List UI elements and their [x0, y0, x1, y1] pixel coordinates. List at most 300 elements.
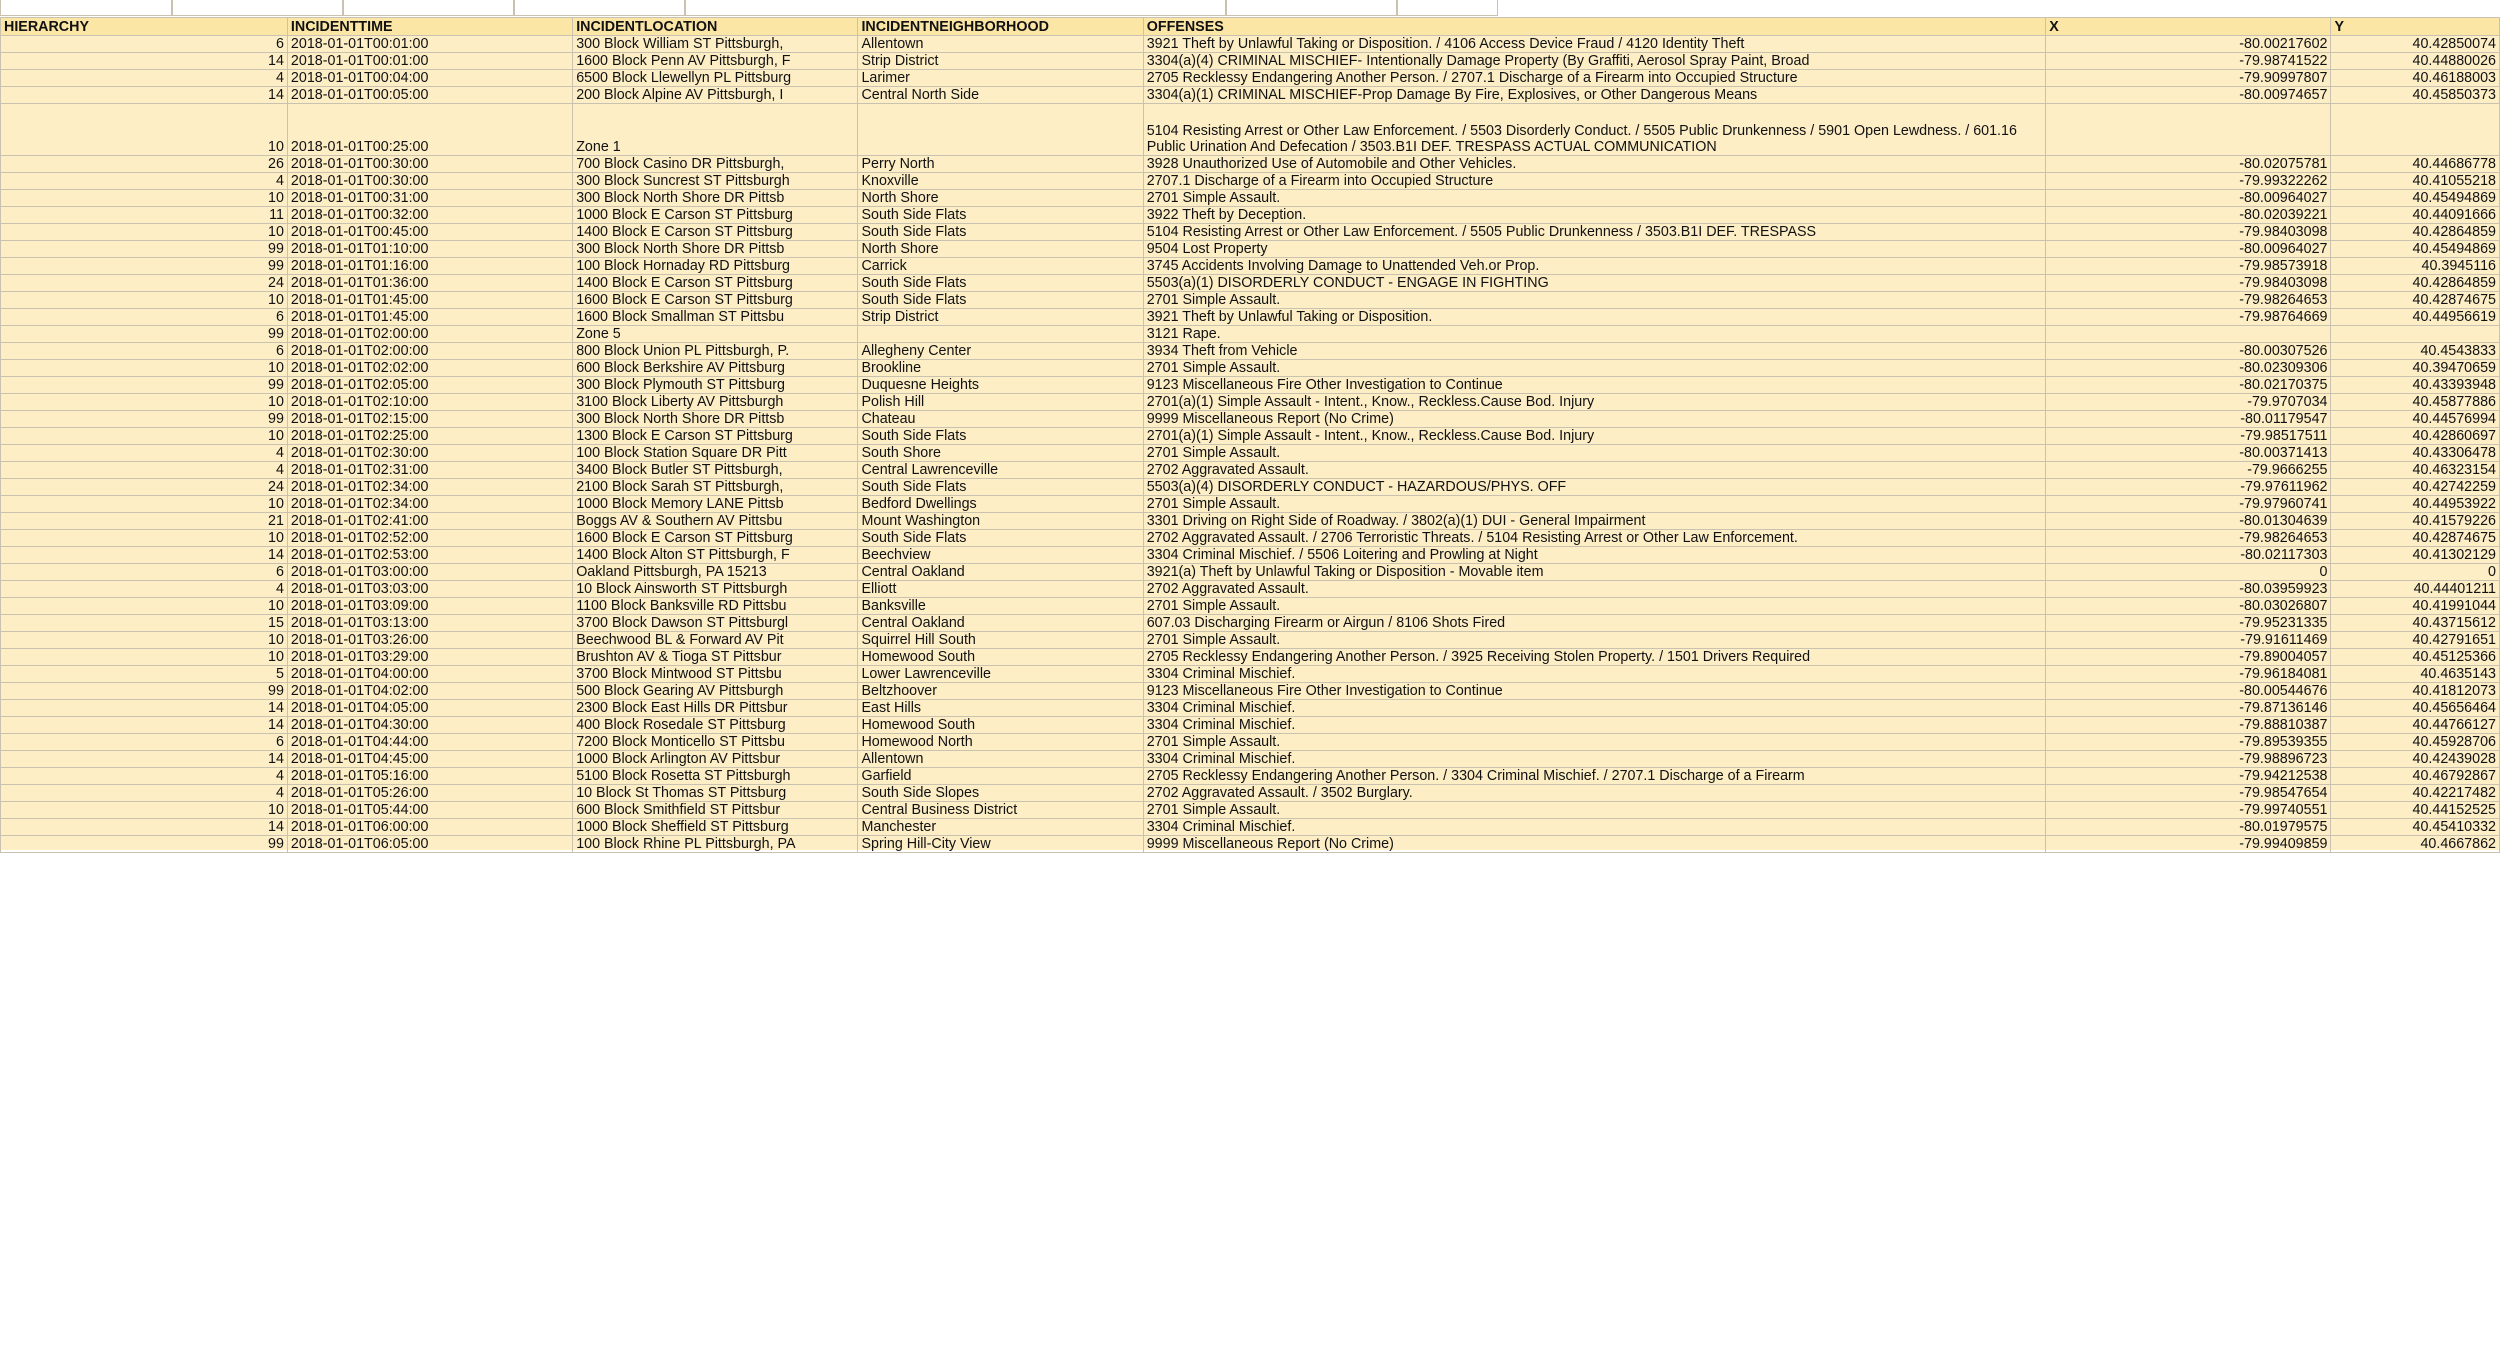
incident-time-cell[interactable]: 2018-01-01T00:31:00: [287, 190, 572, 207]
x-cell[interactable]: [2046, 326, 2331, 343]
incident-location-cell[interactable]: 1600 Block Penn AV Pittsburgh, F: [573, 53, 858, 70]
x-cell[interactable]: -79.97960741: [2046, 496, 2331, 513]
hierarchy-cell[interactable]: 21: [1, 513, 288, 530]
offenses-cell[interactable]: 2702 Aggravated Assault. / 3502 Burglary.: [1143, 785, 2046, 802]
neighborhood-cell[interactable]: Allentown: [858, 36, 1143, 53]
blank-cell[interactable]: [0, 0, 172, 16]
y-cell[interactable]: 40.44686778: [2331, 156, 2500, 173]
x-cell[interactable]: -79.98264653: [2046, 530, 2331, 547]
x-cell[interactable]: 0: [2046, 564, 2331, 581]
y-cell[interactable]: 40.45494869: [2331, 190, 2500, 207]
hierarchy-cell[interactable]: 99: [1, 836, 288, 853]
incident-time-cell[interactable]: 2018-01-01T00:01:00: [287, 36, 572, 53]
neighborhood-cell[interactable]: [858, 104, 1143, 156]
hierarchy-cell[interactable]: 99: [1, 241, 288, 258]
offenses-cell[interactable]: 3304(a)(1) CRIMINAL MISCHIEF-Prop Damage By Fire, Explosives, or Other Dangerous Means: [1143, 87, 2046, 104]
incident-location-cell[interactable]: 100 Block Station Square DR Pitt: [573, 445, 858, 462]
hierarchy-cell[interactable]: 99: [1, 377, 288, 394]
x-cell[interactable]: -80.03959923: [2046, 581, 2331, 598]
offenses-cell[interactable]: 2701 Simple Assault.: [1143, 734, 2046, 751]
y-cell[interactable]: 40.44953922: [2331, 496, 2500, 513]
incident-location-cell[interactable]: 300 Block William ST Pittsburgh,: [573, 36, 858, 53]
neighborhood-cell[interactable]: [858, 326, 1143, 343]
incident-time-cell[interactable]: 2018-01-01T04:02:00: [287, 683, 572, 700]
column-header[interactable]: INCIDENTTIME: [287, 18, 572, 36]
x-cell[interactable]: -79.89539355: [2046, 734, 2331, 751]
incident-time-cell[interactable]: 2018-01-01T04:30:00: [287, 717, 572, 734]
hierarchy-cell[interactable]: 10: [1, 104, 288, 156]
neighborhood-cell[interactable]: Lower Lawrenceville: [858, 666, 1143, 683]
y-cell[interactable]: 40.42742259: [2331, 479, 2500, 496]
offenses-cell[interactable]: 3921 Theft by Unlawful Taking or Disposition. / 4106 Access Device Fraud / 4120 Identity Theft: [1143, 36, 2046, 53]
y-cell[interactable]: 40.42874675: [2331, 530, 2500, 547]
y-cell[interactable]: 40.46792867: [2331, 768, 2500, 785]
incident-time-cell[interactable]: 2018-01-01T01:45:00: [287, 309, 572, 326]
y-cell[interactable]: 40.43393948: [2331, 377, 2500, 394]
column-header[interactable]: X: [2046, 18, 2331, 36]
hierarchy-cell[interactable]: 99: [1, 258, 288, 275]
y-cell[interactable]: 40.43306478: [2331, 445, 2500, 462]
column-header[interactable]: HIERARCHY: [1, 18, 288, 36]
column-header[interactable]: INCIDENTLOCATION: [573, 18, 858, 36]
hierarchy-cell[interactable]: 24: [1, 275, 288, 292]
neighborhood-cell[interactable]: Allegheny Center: [858, 343, 1143, 360]
neighborhood-cell[interactable]: Banksville: [858, 598, 1143, 615]
neighborhood-cell[interactable]: Chateau: [858, 411, 1143, 428]
neighborhood-cell[interactable]: Beltzhoover: [858, 683, 1143, 700]
x-cell[interactable]: -79.98547654: [2046, 785, 2331, 802]
x-cell[interactable]: -79.97611962: [2046, 479, 2331, 496]
y-cell[interactable]: 40.41991044: [2331, 598, 2500, 615]
offenses-cell[interactable]: 2701 Simple Assault.: [1143, 632, 2046, 649]
y-cell[interactable]: 40.41055218: [2331, 173, 2500, 190]
neighborhood-cell[interactable]: Perry North: [858, 156, 1143, 173]
blank-top-row[interactable]: [0, 0, 2500, 17]
hierarchy-cell[interactable]: 5: [1, 666, 288, 683]
offenses-cell[interactable]: 9999 Miscellaneous Report (No Crime): [1143, 836, 2046, 853]
incident-location-cell[interactable]: 700 Block Casino DR Pittsburgh,: [573, 156, 858, 173]
incident-time-cell[interactable]: 2018-01-01T02:34:00: [287, 479, 572, 496]
incident-time-cell[interactable]: 2018-01-01T02:52:00: [287, 530, 572, 547]
offenses-cell[interactable]: 5104 Resisting Arrest or Other Law Enforcement. / 5505 Public Drunkenness / 3503.B1I DEF. TRESPASS: [1143, 224, 2046, 241]
hierarchy-cell[interactable]: 6: [1, 309, 288, 326]
hierarchy-cell[interactable]: 10: [1, 224, 288, 241]
x-cell[interactable]: -79.99409859: [2046, 836, 2331, 853]
x-cell[interactable]: -80.00217602: [2046, 36, 2331, 53]
incident-time-cell[interactable]: 2018-01-01T00:01:00: [287, 53, 572, 70]
y-cell[interactable]: 40.45928706: [2331, 734, 2500, 751]
offenses-cell[interactable]: 3304 Criminal Mischief.: [1143, 666, 2046, 683]
y-cell[interactable]: 40.42850074: [2331, 36, 2500, 53]
hierarchy-cell[interactable]: 14: [1, 53, 288, 70]
neighborhood-cell[interactable]: Manchester: [858, 819, 1143, 836]
hierarchy-cell[interactable]: 4: [1, 445, 288, 462]
blank-cell[interactable]: [343, 0, 514, 16]
neighborhood-cell[interactable]: Mount Washington: [858, 513, 1143, 530]
offenses-cell[interactable]: 3304 Criminal Mischief.: [1143, 700, 2046, 717]
offenses-cell[interactable]: 3304 Criminal Mischief.: [1143, 717, 2046, 734]
offenses-cell[interactable]: 2701 Simple Assault.: [1143, 445, 2046, 462]
neighborhood-cell[interactable]: South Shore: [858, 445, 1143, 462]
incident-time-cell[interactable]: 2018-01-01T00:30:00: [287, 156, 572, 173]
hierarchy-cell[interactable]: 14: [1, 547, 288, 564]
incident-location-cell[interactable]: 6500 Block Llewellyn PL Pittsburg: [573, 70, 858, 87]
x-cell[interactable]: -80.00964027: [2046, 241, 2331, 258]
neighborhood-cell[interactable]: Allentown: [858, 751, 1143, 768]
y-cell[interactable]: 0: [2331, 564, 2500, 581]
hierarchy-cell[interactable]: 6: [1, 36, 288, 53]
x-cell[interactable]: -80.01179547: [2046, 411, 2331, 428]
incident-time-cell[interactable]: 2018-01-01T06:00:00: [287, 819, 572, 836]
neighborhood-cell[interactable]: Spring Hill-City View: [858, 836, 1143, 853]
neighborhood-cell[interactable]: North Shore: [858, 241, 1143, 258]
incident-location-cell[interactable]: Brushton AV & Tioga ST Pittsbur: [573, 649, 858, 666]
neighborhood-cell[interactable]: Central Oakland: [858, 564, 1143, 581]
offenses-cell[interactable]: 3304(a)(4) CRIMINAL MISCHIEF- Intentionally Damage Property (By Graffiti, Aerosol Spray Paint, Broad: [1143, 53, 2046, 70]
y-cell[interactable]: 40.39470659: [2331, 360, 2500, 377]
incident-time-cell[interactable]: 2018-01-01T02:15:00: [287, 411, 572, 428]
incident-time-cell[interactable]: 2018-01-01T00:25:00: [287, 104, 572, 156]
offenses-cell[interactable]: 607.03 Discharging Firearm or Airgun / 8106 Shots Fired: [1143, 615, 2046, 632]
neighborhood-cell[interactable]: Central Oakland: [858, 615, 1143, 632]
hierarchy-cell[interactable]: 14: [1, 819, 288, 836]
hierarchy-cell[interactable]: 99: [1, 411, 288, 428]
incident-location-cell[interactable]: 600 Block Berkshire AV Pittsburg: [573, 360, 858, 377]
offenses-cell[interactable]: 2702 Aggravated Assault.: [1143, 581, 2046, 598]
neighborhood-cell[interactable]: Strip District: [858, 53, 1143, 70]
y-cell[interactable]: 40.42860697: [2331, 428, 2500, 445]
x-cell[interactable]: -80.02170375: [2046, 377, 2331, 394]
x-cell[interactable]: -79.94212538: [2046, 768, 2331, 785]
x-cell[interactable]: -79.95231335: [2046, 615, 2331, 632]
incident-location-cell[interactable]: 300 Block North Shore DR Pittsb: [573, 411, 858, 428]
y-cell[interactable]: 40.3945116: [2331, 258, 2500, 275]
offenses-cell[interactable]: 3301 Driving on Right Side of Roadway. / 3802(a)(1) DUI - General Impairment: [1143, 513, 2046, 530]
neighborhood-cell[interactable]: South Side Flats: [858, 479, 1143, 496]
hierarchy-cell[interactable]: 15: [1, 615, 288, 632]
incident-time-cell[interactable]: 2018-01-01T03:00:00: [287, 564, 572, 581]
incident-location-cell[interactable]: 300 Block North Shore DR Pittsb: [573, 241, 858, 258]
offenses-cell[interactable]: 5503(a)(4) DISORDERLY CONDUCT - HAZARDOUS/PHYS. OFF: [1143, 479, 2046, 496]
hierarchy-cell[interactable]: 6: [1, 734, 288, 751]
incident-location-cell[interactable]: 3700 Block Mintwood ST Pittsbu: [573, 666, 858, 683]
incident-time-cell[interactable]: 2018-01-01T05:16:00: [287, 768, 572, 785]
incident-time-cell[interactable]: 2018-01-01T00:32:00: [287, 207, 572, 224]
neighborhood-cell[interactable]: Carrick: [858, 258, 1143, 275]
hierarchy-cell[interactable]: 10: [1, 632, 288, 649]
neighborhood-cell[interactable]: South Side Slopes: [858, 785, 1143, 802]
y-cell[interactable]: [2331, 326, 2500, 343]
y-cell[interactable]: 40.45850373: [2331, 87, 2500, 104]
neighborhood-cell[interactable]: Larimer: [858, 70, 1143, 87]
x-cell[interactable]: -79.90997807: [2046, 70, 2331, 87]
y-cell[interactable]: 40.44091666: [2331, 207, 2500, 224]
blank-cell[interactable]: [172, 0, 343, 16]
hierarchy-cell[interactable]: 4: [1, 173, 288, 190]
offenses-cell[interactable]: 3921 Theft by Unlawful Taking or Disposition.: [1143, 309, 2046, 326]
y-cell[interactable]: 40.42874675: [2331, 292, 2500, 309]
offenses-cell[interactable]: 3304 Criminal Mischief. / 5506 Loitering and Prowling at Night: [1143, 547, 2046, 564]
y-cell[interactable]: 40.44956619: [2331, 309, 2500, 326]
incident-time-cell[interactable]: 2018-01-01T00:05:00: [287, 87, 572, 104]
y-cell[interactable]: 40.44766127: [2331, 717, 2500, 734]
offenses-cell[interactable]: 2705 Recklessy Endangering Another Person. / 3925 Receiving Stolen Property. / 1501 Drivers Required: [1143, 649, 2046, 666]
incident-location-cell[interactable]: 1600 Block E Carson ST Pittsburg: [573, 530, 858, 547]
incident-location-cell[interactable]: 5100 Block Rosetta ST Pittsburgh: [573, 768, 858, 785]
incident-location-cell[interactable]: Zone 5: [573, 326, 858, 343]
incident-time-cell[interactable]: 2018-01-01T03:13:00: [287, 615, 572, 632]
y-cell[interactable]: 40.46323154: [2331, 462, 2500, 479]
x-cell[interactable]: -80.02039221: [2046, 207, 2331, 224]
incident-time-cell[interactable]: 2018-01-01T02:53:00: [287, 547, 572, 564]
column-header[interactable]: Y: [2331, 18, 2500, 36]
incident-time-cell[interactable]: 2018-01-01T02:41:00: [287, 513, 572, 530]
neighborhood-cell[interactable]: Squirrel Hill South: [858, 632, 1143, 649]
incident-location-cell[interactable]: 7200 Block Monticello ST Pittsbu: [573, 734, 858, 751]
hierarchy-cell[interactable]: 10: [1, 496, 288, 513]
y-cell[interactable]: 40.42864859: [2331, 275, 2500, 292]
incident-time-cell[interactable]: 2018-01-01T01:16:00: [287, 258, 572, 275]
offenses-cell[interactable]: 2705 Recklessy Endangering Another Person. / 2707.1 Discharge of a Firearm into Occupied Structure: [1143, 70, 2046, 87]
offenses-cell[interactable]: 2701 Simple Assault.: [1143, 190, 2046, 207]
x-cell[interactable]: -79.98403098: [2046, 224, 2331, 241]
neighborhood-cell[interactable]: Elliott: [858, 581, 1143, 598]
incident-time-cell[interactable]: 2018-01-01T03:26:00: [287, 632, 572, 649]
y-cell[interactable]: 40.45877886: [2331, 394, 2500, 411]
neighborhood-cell[interactable]: Central Lawrenceville: [858, 462, 1143, 479]
neighborhood-cell[interactable]: Knoxville: [858, 173, 1143, 190]
incident-location-cell[interactable]: 1400 Block E Carson ST Pittsburg: [573, 275, 858, 292]
hierarchy-cell[interactable]: 14: [1, 87, 288, 104]
y-cell[interactable]: 40.41579226: [2331, 513, 2500, 530]
incident-time-cell[interactable]: 2018-01-01T04:45:00: [287, 751, 572, 768]
x-cell[interactable]: -79.98517511: [2046, 428, 2331, 445]
incident-time-cell[interactable]: 2018-01-01T02:31:00: [287, 462, 572, 479]
incident-time-cell[interactable]: 2018-01-01T04:05:00: [287, 700, 572, 717]
neighborhood-cell[interactable]: Strip District: [858, 309, 1143, 326]
x-cell[interactable]: -80.00371413: [2046, 445, 2331, 462]
incident-time-cell[interactable]: 2018-01-01T00:30:00: [287, 173, 572, 190]
hierarchy-cell[interactable]: 99: [1, 683, 288, 700]
offenses-cell[interactable]: 3745 Accidents Involving Damage to Unattended Veh.or Prop.: [1143, 258, 2046, 275]
column-header[interactable]: INCIDENTNEIGHBORHOOD: [858, 18, 1143, 36]
hierarchy-cell[interactable]: 4: [1, 785, 288, 802]
offenses-cell[interactable]: 3922 Theft by Deception.: [1143, 207, 2046, 224]
x-cell[interactable]: [2046, 104, 2331, 156]
incident-time-cell[interactable]: 2018-01-01T03:29:00: [287, 649, 572, 666]
offenses-cell[interactable]: 3921(a) Theft by Unlawful Taking or Disposition - Movable item: [1143, 564, 2046, 581]
incident-location-cell[interactable]: 1600 Block E Carson ST Pittsburg: [573, 292, 858, 309]
y-cell[interactable]: 40.44152525: [2331, 802, 2500, 819]
y-cell[interactable]: 40.4667862: [2331, 836, 2500, 853]
x-cell[interactable]: -80.00974657: [2046, 87, 2331, 104]
incident-time-cell[interactable]: 2018-01-01T02:00:00: [287, 343, 572, 360]
offenses-cell[interactable]: 3121 Rape.: [1143, 326, 2046, 343]
incident-time-cell[interactable]: 2018-01-01T02:34:00: [287, 496, 572, 513]
neighborhood-cell[interactable]: Central Business District: [858, 802, 1143, 819]
incident-location-cell[interactable]: 100 Block Rhine PL Pittsburgh, PA: [573, 836, 858, 853]
hierarchy-cell[interactable]: 24: [1, 479, 288, 496]
x-cell[interactable]: -80.02117303: [2046, 547, 2331, 564]
neighborhood-cell[interactable]: Beechview: [858, 547, 1143, 564]
incident-time-cell[interactable]: 2018-01-01T03:03:00: [287, 581, 572, 598]
hierarchy-cell[interactable]: 10: [1, 530, 288, 547]
neighborhood-cell[interactable]: South Side Flats: [858, 275, 1143, 292]
incident-location-cell[interactable]: 1300 Block E Carson ST Pittsburg: [573, 428, 858, 445]
y-cell[interactable]: 40.42864859: [2331, 224, 2500, 241]
y-cell[interactable]: 40.44401211: [2331, 581, 2500, 598]
hierarchy-cell[interactable]: 10: [1, 394, 288, 411]
neighborhood-cell[interactable]: North Shore: [858, 190, 1143, 207]
x-cell[interactable]: -80.01979575: [2046, 819, 2331, 836]
offenses-cell[interactable]: 2701(a)(1) Simple Assault - Intent., Know., Reckless.Cause Bod. Injury: [1143, 428, 2046, 445]
y-cell[interactable]: 40.42439028: [2331, 751, 2500, 768]
x-cell[interactable]: -79.98741522: [2046, 53, 2331, 70]
x-cell[interactable]: -80.02309306: [2046, 360, 2331, 377]
incident-location-cell[interactable]: 300 Block North Shore DR Pittsb: [573, 190, 858, 207]
offenses-cell[interactable]: 3304 Criminal Mischief.: [1143, 819, 2046, 836]
hierarchy-cell[interactable]: 6: [1, 343, 288, 360]
incident-location-cell[interactable]: Beechwood BL & Forward AV Pit: [573, 632, 858, 649]
incident-time-cell[interactable]: 2018-01-01T02:00:00: [287, 326, 572, 343]
y-cell[interactable]: 40.41812073: [2331, 683, 2500, 700]
neighborhood-cell[interactable]: Brookline: [858, 360, 1143, 377]
neighborhood-cell[interactable]: Polish Hill: [858, 394, 1143, 411]
offenses-cell[interactable]: 9123 Miscellaneous Fire Other Investigation to Continue: [1143, 377, 2046, 394]
hierarchy-cell[interactable]: 6: [1, 564, 288, 581]
offenses-cell[interactable]: 2702 Aggravated Assault. / 2706 Terroristic Threats. / 5104 Resisting Arrest or Other Law Enforcement.: [1143, 530, 2046, 547]
incident-location-cell[interactable]: 1600 Block Smallman ST Pittsbu: [573, 309, 858, 326]
x-cell[interactable]: -79.98764669: [2046, 309, 2331, 326]
y-cell[interactable]: 40.44576994: [2331, 411, 2500, 428]
hierarchy-cell[interactable]: 10: [1, 802, 288, 819]
neighborhood-cell[interactable]: Duquesne Heights: [858, 377, 1143, 394]
hierarchy-cell[interactable]: 10: [1, 292, 288, 309]
incident-location-cell[interactable]: 1100 Block Banksville RD Pittsbu: [573, 598, 858, 615]
incident-location-cell[interactable]: 200 Block Alpine AV Pittsburgh, I: [573, 87, 858, 104]
incident-time-cell[interactable]: 2018-01-01T00:45:00: [287, 224, 572, 241]
incident-location-cell[interactable]: 300 Block Plymouth ST Pittsburg: [573, 377, 858, 394]
incident-location-cell[interactable]: 2100 Block Sarah ST Pittsburgh,: [573, 479, 858, 496]
x-cell[interactable]: -80.00544676: [2046, 683, 2331, 700]
incident-time-cell[interactable]: 2018-01-01T02:02:00: [287, 360, 572, 377]
hierarchy-cell[interactable]: 26: [1, 156, 288, 173]
incident-time-cell[interactable]: 2018-01-01T02:25:00: [287, 428, 572, 445]
neighborhood-cell[interactable]: Garfield: [858, 768, 1143, 785]
incident-location-cell[interactable]: 100 Block Hornaday RD Pittsburg: [573, 258, 858, 275]
hierarchy-cell[interactable]: 10: [1, 649, 288, 666]
incident-location-cell[interactable]: 10 Block Ainsworth ST Pittsburgh: [573, 581, 858, 598]
y-cell[interactable]: 40.44880026: [2331, 53, 2500, 70]
offenses-cell[interactable]: 2701 Simple Assault.: [1143, 360, 2046, 377]
incident-location-cell[interactable]: 300 Block Suncrest ST Pittsburgh: [573, 173, 858, 190]
incident-location-cell[interactable]: Oakland Pittsburgh, PA 15213: [573, 564, 858, 581]
y-cell[interactable]: 40.45494869: [2331, 241, 2500, 258]
neighborhood-cell[interactable]: South Side Flats: [858, 224, 1143, 241]
x-cell[interactable]: -80.02075781: [2046, 156, 2331, 173]
incident-time-cell[interactable]: 2018-01-01T02:10:00: [287, 394, 572, 411]
incident-time-cell[interactable]: 2018-01-01T01:10:00: [287, 241, 572, 258]
offenses-cell[interactable]: 9504 Lost Property: [1143, 241, 2046, 258]
x-cell[interactable]: -79.98264653: [2046, 292, 2331, 309]
incident-location-cell[interactable]: 400 Block Rosedale ST Pittsburg: [573, 717, 858, 734]
x-cell[interactable]: -79.9707034: [2046, 394, 2331, 411]
x-cell[interactable]: -79.89004057: [2046, 649, 2331, 666]
neighborhood-cell[interactable]: South Side Flats: [858, 207, 1143, 224]
y-cell[interactable]: 40.43715612: [2331, 615, 2500, 632]
incident-location-cell[interactable]: 600 Block Smithfield ST Pittsbur: [573, 802, 858, 819]
blank-cell[interactable]: [514, 0, 685, 16]
incident-time-cell[interactable]: 2018-01-01T06:05:00: [287, 836, 572, 853]
neighborhood-cell[interactable]: Homewood South: [858, 717, 1143, 734]
x-cell[interactable]: -79.98573918: [2046, 258, 2331, 275]
offenses-cell[interactable]: 2701 Simple Assault.: [1143, 496, 2046, 513]
x-cell[interactable]: -79.87136146: [2046, 700, 2331, 717]
x-cell[interactable]: -80.03026807: [2046, 598, 2331, 615]
blank-cell[interactable]: [1226, 0, 1397, 16]
incident-location-cell[interactable]: Zone 1: [573, 104, 858, 156]
incident-location-cell[interactable]: Boggs AV & Southern AV Pittsbu: [573, 513, 858, 530]
blank-cell[interactable]: [1397, 0, 1498, 16]
x-cell[interactable]: -79.88810387: [2046, 717, 2331, 734]
y-cell[interactable]: 40.4635143: [2331, 666, 2500, 683]
column-header[interactable]: OFFENSES: [1143, 18, 2046, 36]
y-cell[interactable]: 40.42217482: [2331, 785, 2500, 802]
y-cell[interactable]: 40.45656464: [2331, 700, 2500, 717]
neighborhood-cell[interactable]: Central North Side: [858, 87, 1143, 104]
incident-location-cell[interactable]: 1400 Block Alton ST Pittsburgh, F: [573, 547, 858, 564]
x-cell[interactable]: -79.96184081: [2046, 666, 2331, 683]
offenses-cell[interactable]: 3928 Unauthorized Use of Automobile and Other Vehicles.: [1143, 156, 2046, 173]
hierarchy-cell[interactable]: 99: [1, 326, 288, 343]
incident-location-cell[interactable]: 800 Block Union PL Pittsburgh, P.: [573, 343, 858, 360]
offenses-cell[interactable]: 9123 Miscellaneous Fire Other Investigation to Continue: [1143, 683, 2046, 700]
x-cell[interactable]: -79.98403098: [2046, 275, 2331, 292]
offenses-cell[interactable]: 5503(a)(1) DISORDERLY CONDUCT - ENGAGE IN FIGHTING: [1143, 275, 2046, 292]
y-cell[interactable]: 40.45125366: [2331, 649, 2500, 666]
neighborhood-cell[interactable]: South Side Flats: [858, 530, 1143, 547]
x-cell[interactable]: -79.99322262: [2046, 173, 2331, 190]
offenses-cell[interactable]: 2707.1 Discharge of a Firearm into Occupied Structure: [1143, 173, 2046, 190]
blank-cell[interactable]: [685, 0, 1226, 16]
hierarchy-cell[interactable]: 11: [1, 207, 288, 224]
incident-location-cell[interactable]: 1000 Block Sheffield ST Pittsburg: [573, 819, 858, 836]
incident-location-cell[interactable]: 1000 Block Arlington AV Pittsbur: [573, 751, 858, 768]
y-cell[interactable]: 40.45410332: [2331, 819, 2500, 836]
hierarchy-cell[interactable]: 14: [1, 717, 288, 734]
offenses-cell[interactable]: 9999 Miscellaneous Report (No Crime): [1143, 411, 2046, 428]
y-cell[interactable]: 40.4543833: [2331, 343, 2500, 360]
x-cell[interactable]: -79.98896723: [2046, 751, 2331, 768]
incident-location-cell[interactable]: 2300 Block East Hills DR Pittsbur: [573, 700, 858, 717]
hierarchy-cell[interactable]: 10: [1, 360, 288, 377]
incident-location-cell[interactable]: 3100 Block Liberty AV Pittsburgh: [573, 394, 858, 411]
offenses-cell[interactable]: 3934 Theft from Vehicle: [1143, 343, 2046, 360]
y-cell[interactable]: 40.46188003: [2331, 70, 2500, 87]
incident-location-cell[interactable]: 10 Block St Thomas ST Pittsburg: [573, 785, 858, 802]
incident-time-cell[interactable]: 2018-01-01T03:09:00: [287, 598, 572, 615]
incident-location-cell[interactable]: 1000 Block E Carson ST Pittsburg: [573, 207, 858, 224]
neighborhood-cell[interactable]: Homewood North: [858, 734, 1143, 751]
offenses-cell[interactable]: 2701(a)(1) Simple Assault - Intent., Know., Reckless.Cause Bod. Injury: [1143, 394, 2046, 411]
incident-location-cell[interactable]: 500 Block Gearing AV Pittsburgh: [573, 683, 858, 700]
incident-time-cell[interactable]: 2018-01-01T00:04:00: [287, 70, 572, 87]
neighborhood-cell[interactable]: South Side Flats: [858, 292, 1143, 309]
hierarchy-cell[interactable]: 4: [1, 581, 288, 598]
neighborhood-cell[interactable]: East Hills: [858, 700, 1143, 717]
incident-location-cell[interactable]: 1000 Block Memory LANE Pittsb: [573, 496, 858, 513]
incident-time-cell[interactable]: 2018-01-01T02:05:00: [287, 377, 572, 394]
